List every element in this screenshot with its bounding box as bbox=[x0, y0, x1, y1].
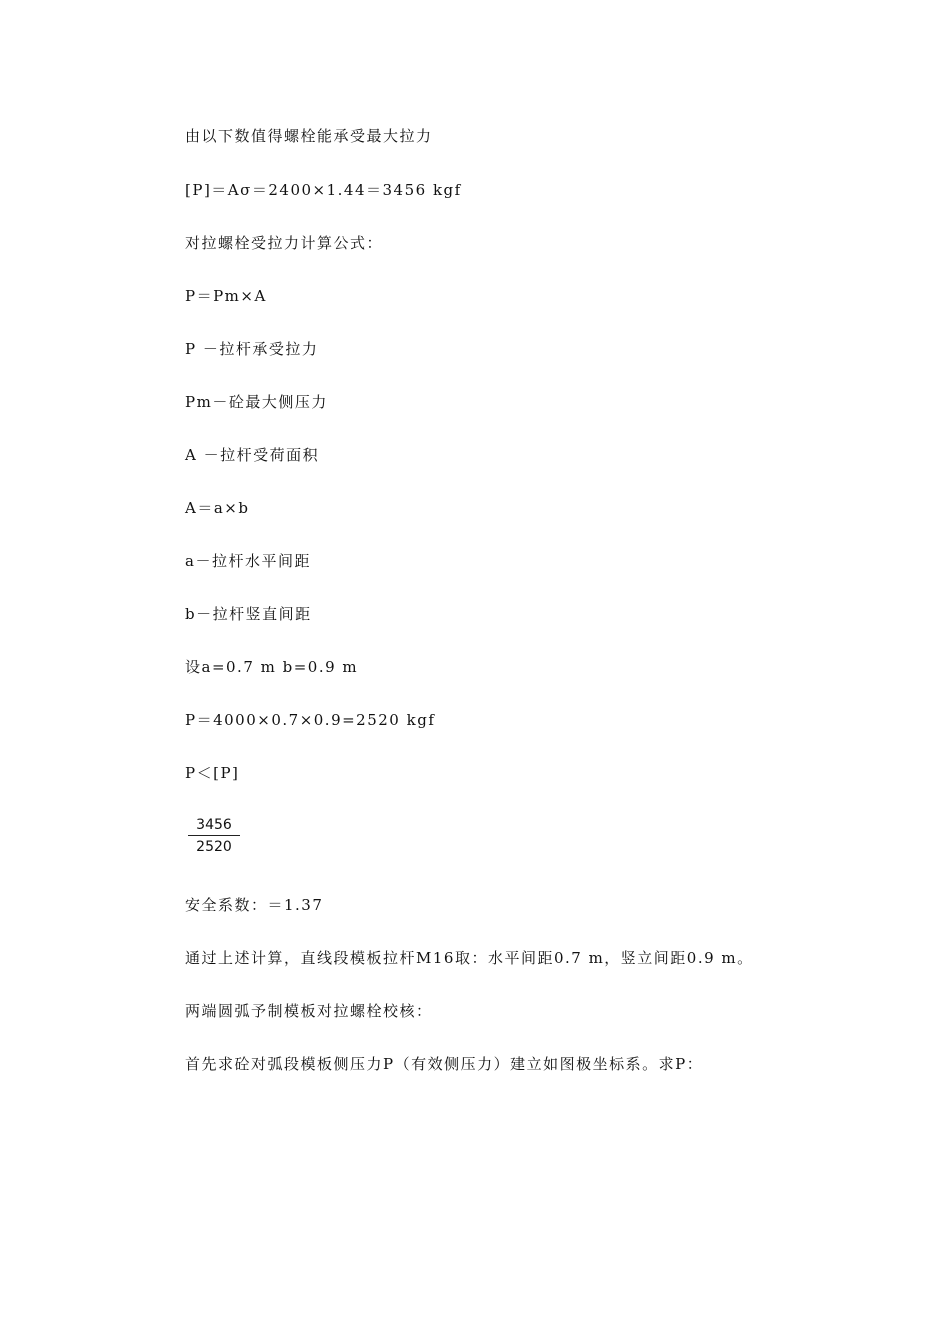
text-line-def-a-spacing: a－拉杆水平间距 bbox=[185, 552, 311, 570]
text-line-comparison: P＜[P] bbox=[185, 764, 240, 782]
text-line-safety-factor: 安全系数：＝1.37 bbox=[185, 896, 324, 914]
safety-factor-fraction bbox=[188, 816, 240, 856]
text-line-tension-result: P＝4000×0.7×0.9=2520 kgf bbox=[185, 711, 436, 729]
text-line-spacing-values: 设a=0.7 m b=0.9 m bbox=[185, 658, 359, 676]
text-line-def-p: P －拉杆承受拉力 bbox=[185, 340, 319, 358]
text-line-conclusion: 通过上述计算，直线段模板拉杆M16取：水平间距0.7 m，竖立间距0.9 m。 bbox=[185, 949, 754, 967]
text-line-arc-pressure: 首先求砼对弧段模板侧压力P（有效侧压力）建立如图极坐标系。求P： bbox=[185, 1055, 704, 1073]
text-line-def-b-spacing: b－拉杆竖直间距 bbox=[185, 605, 312, 623]
text-line-allowable-tension-formula: [P]＝Aσ＝2400×1.44＝3456 kgf bbox=[185, 181, 462, 199]
text-line-def-a: A －拉杆受荷面积 bbox=[185, 446, 320, 464]
fraction-bar bbox=[188, 835, 240, 836]
text-line-def-pm: Pm－砼最大侧压力 bbox=[185, 393, 328, 411]
text-line-area-formula: A＝a×b bbox=[185, 499, 250, 517]
fraction-numerator: 3456 bbox=[196, 817, 232, 833]
text-line-max-tension-intro: 由以下数值得螺栓能承受最大拉力 bbox=[185, 127, 433, 145]
text-line-formula-heading: 对拉螺栓受拉力计算公式： bbox=[185, 234, 384, 252]
fraction-denominator: 2520 bbox=[196, 839, 232, 855]
text-line-tension-formula: P＝Pm×A bbox=[185, 287, 267, 305]
text-line-arc-check-heading: 两端圆弧予制模板对拉螺栓校核： bbox=[185, 1002, 433, 1020]
